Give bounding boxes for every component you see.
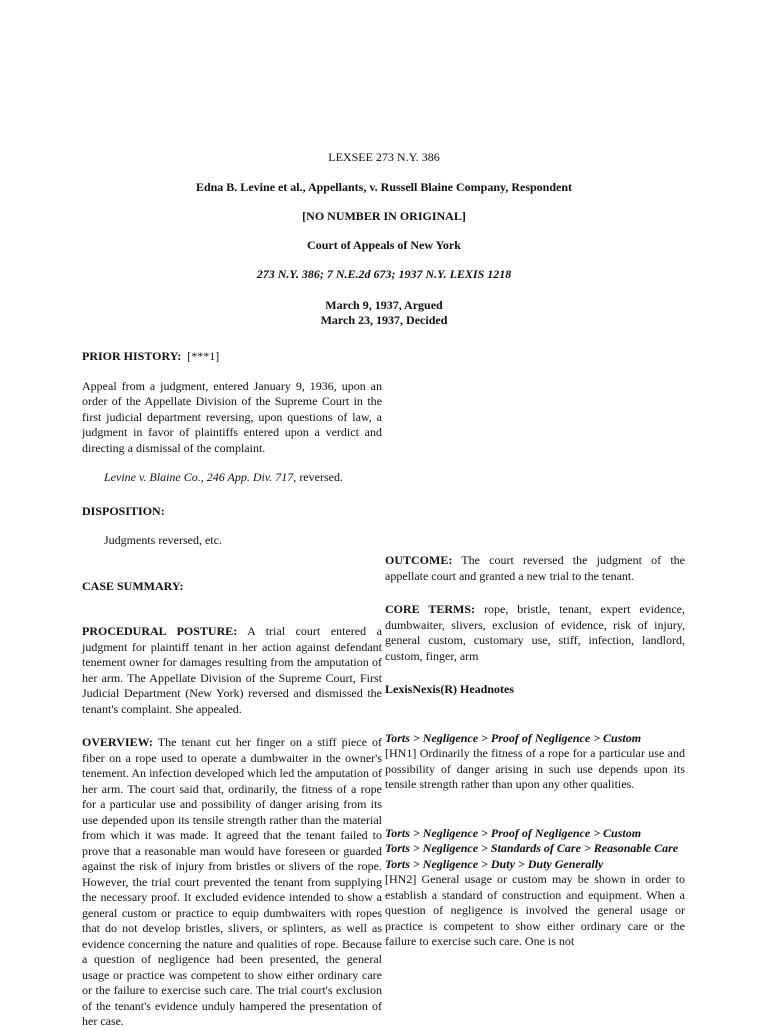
- outcome-text: The court reversed the judgment of the appellate court and granted a new trial to the tenant.: [385, 553, 685, 583]
- left-column: [82, 349, 382, 1030]
- overview-text: The tenant cut her finger on a stiff piece of fiber on a rope used to operate a dumbwaiter in the owner's tenement. An infection developed which led the amputation of her arm. The court said that, ordinarily, the fitness of a rope for a particular use and possibility of danger arising from its use depended upon its tensile strength rather than the material from which it was made. It agreed that the tenant failed to prove that a reasonable man would have foreseen or guarded against the risk of injury from bristles or slivers of the rope. However, the trial court prevented the tenant from supplying the necessary proof. It excluded evidence intended to show a general custom or practice to equip dumbwaiters with ropes that do not develop bristles, slivers, or splinters, as well as evidence concerning the nature and qualities of rope. Because a question of negligence had been presented, the general usage or practice was competent to show either ordinary care or the failure to exercise such care. The trial court's exclusion of the tenant's evidence unduly hampered the presentation of her case.: [82, 735, 382, 1028]
- prior-history-heading: [82, 349, 382, 365]
- core-terms: [385, 602, 685, 664]
- outcome-label: OUTCOME:: [385, 553, 453, 567]
- hn2-topic-custom: Torts > Negligence > Proof of Negligence > Custom: [385, 825, 642, 840]
- court-name: Court of Appeals of New York: [307, 238, 461, 252]
- hn2-topic-reasonable-care: Torts > Negligence > Standards of Care > Reasonable Care: [385, 841, 679, 855]
- outcome: [385, 553, 685, 584]
- right-column: [385, 349, 685, 950]
- decided-date: March 23, 1937, Decided: [320, 313, 448, 327]
- argued-date: March 9, 1937, Argued: [325, 298, 443, 312]
- hn2-text: [HN2] General usage or custom may be shown in order to establish a standard of construction and equipment. When a question of negligence is involved the general usage or practice is competent to show either ordinary care or the failure to exercise such care. One is not: [385, 872, 685, 948]
- disposition-label: DISPOSITION:: [82, 503, 165, 518]
- page-marker: [***1]: [187, 349, 220, 363]
- case-summary-label: CASE SUMMARY:: [82, 578, 184, 593]
- hn1-topic: Torts > Negligence > Proof of Negligence > Custom: [385, 730, 642, 745]
- overview-label: OVERVIEW:: [82, 735, 153, 749]
- case-citation: LEXSEE 273 N.Y. 386: [328, 150, 440, 164]
- disposition-text: Judgments reversed, etc.: [104, 533, 222, 547]
- hn1-text: [HN1] Ordinarily the fitness of a rope for a particular use and possibility of danger arising in such use depends upon its tensile strength rather than upon any other qualities.: [385, 746, 685, 791]
- procedural-posture-text: A trial court entered a judgment for plaintiff tenant in her action against defendant tenement owner for damages resulting from the amputation of her arm. The Appellate Division of the Supreme Court, First Judicial Department (New York) reversed and dismissed the tenant's complaint. She appealed.: [82, 624, 382, 716]
- procedural-posture-label: PROCEDURAL POSTURE:: [82, 624, 238, 638]
- reporter-citation: 273 N.Y. 386; 7 N.E.2d 673; 1937 N.Y. LEXIS 1218: [256, 267, 512, 281]
- prior-history-label: PRIOR HISTORY:: [82, 349, 182, 363]
- core-terms-text: rope, bristle, tenant, expert evidence, dumbwaiter, slivers, exclusion of evidence, risk of injury, general custom, customary use, stiff, infection, landlord, custom, finger, arm: [385, 602, 685, 663]
- procedural-posture: [82, 624, 382, 717]
- prior-history-cite-result: reversed.: [296, 470, 343, 484]
- case-number: [NO NUMBER IN ORIGINAL]: [302, 209, 466, 223]
- core-terms-label: CORE TERMS:: [385, 602, 476, 616]
- prior-history-cite-case: Levine v. Blaine Co., 246 App. Div. 717,: [104, 470, 297, 484]
- hn2-topic-duty: Torts > Negligence > Duty > Duty Generally: [385, 856, 604, 871]
- headnotes-label: LexisNexis(R) Headnotes: [385, 682, 514, 696]
- case-dates: [0, 298, 768, 328]
- prior-history-cite: [104, 470, 382, 486]
- overview: [82, 735, 382, 1030]
- case-parties: Edna B. Levine et al., Appellants, v. Russell Blaine Company, Respondent: [195, 180, 573, 194]
- prior-history-text: Appeal from a judgment, entered January 9, 1936, upon an order of the Appellate Division of the Supreme Court in the first judicial department reversing, upon questions of law, a judgment in favor of plaintiffs entered upon a verdict and directing a dismissal of the complaint.: [82, 378, 382, 455]
